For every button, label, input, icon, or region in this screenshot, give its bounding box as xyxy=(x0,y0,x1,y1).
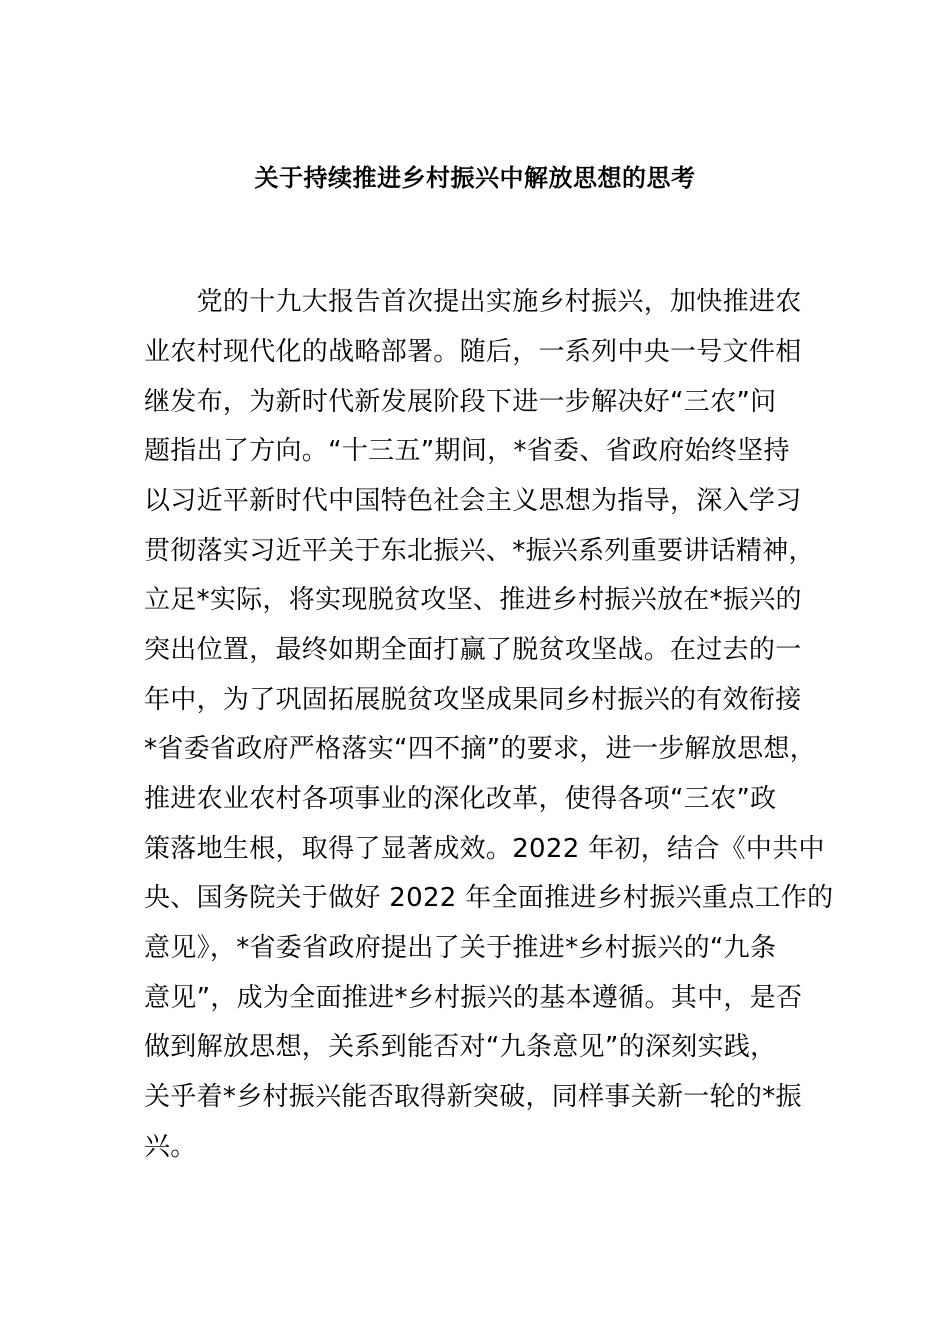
body-line: 贯彻落实习近平关于东北振兴、*振兴系列重要讲话精神， xyxy=(144,536,815,566)
body-line: 业农村现代化的战略部署。随后，一系列中央一号文件相 xyxy=(144,337,802,367)
body-line: 以习近平新时代中国特色社会主义思想为指导，深入学习 xyxy=(144,486,802,516)
body-line: 题指出了方向。“十三五”期间，*省委、省政府始终坚持 xyxy=(144,436,790,466)
body-line: 兴。 xyxy=(144,1132,197,1162)
body-line: 推进农业农村各项事业的深化改革，使得各项“三农”政 xyxy=(144,784,777,814)
body-line: 继发布，为新时代新发展阶段下进一步解决好“三农”问 xyxy=(144,387,777,417)
body-line: 关乎着*乡村振兴能否取得新突破，同样事关新一轮的*振 xyxy=(144,1082,802,1112)
document-title: 关于持续推进乡村振兴中解放思想的思考 xyxy=(254,164,696,192)
body-line: 央、国务院关于做好 2022 年全面推进乡村振兴重点工作的 xyxy=(144,883,834,913)
body-line: 立足*实际，将实现脱贫攻坚、推进乡村振兴放在*振兴的 xyxy=(144,585,802,615)
body-line: 意见”，成为全面推进*乡村振兴的基本遵循。其中，是否 xyxy=(144,983,803,1013)
body-line: 年中，为了巩固拓展脱贫攻坚成果同乡村振兴的有效衔接 xyxy=(144,685,802,715)
body-line: 策落地生根，取得了显著成效。2022 年初，结合《中共中 xyxy=(144,834,825,864)
body-line: 意见》，*省委省政府提出了关于推进*乡村振兴的“九条 xyxy=(144,933,777,963)
body-line: 突出位置，最终如期全面打赢了脱贫攻坚战。在过去的一 xyxy=(144,635,802,665)
body-line: 做到解放思想，关系到能否对“九条意见”的深刻实践， xyxy=(144,1032,777,1062)
body-line: 党的十九大报告首次提出实施乡村振兴，加快推进农 xyxy=(144,287,802,317)
body-line: *省委省政府严格落实“四不摘”的要求，进一步解放思想， xyxy=(144,734,817,764)
